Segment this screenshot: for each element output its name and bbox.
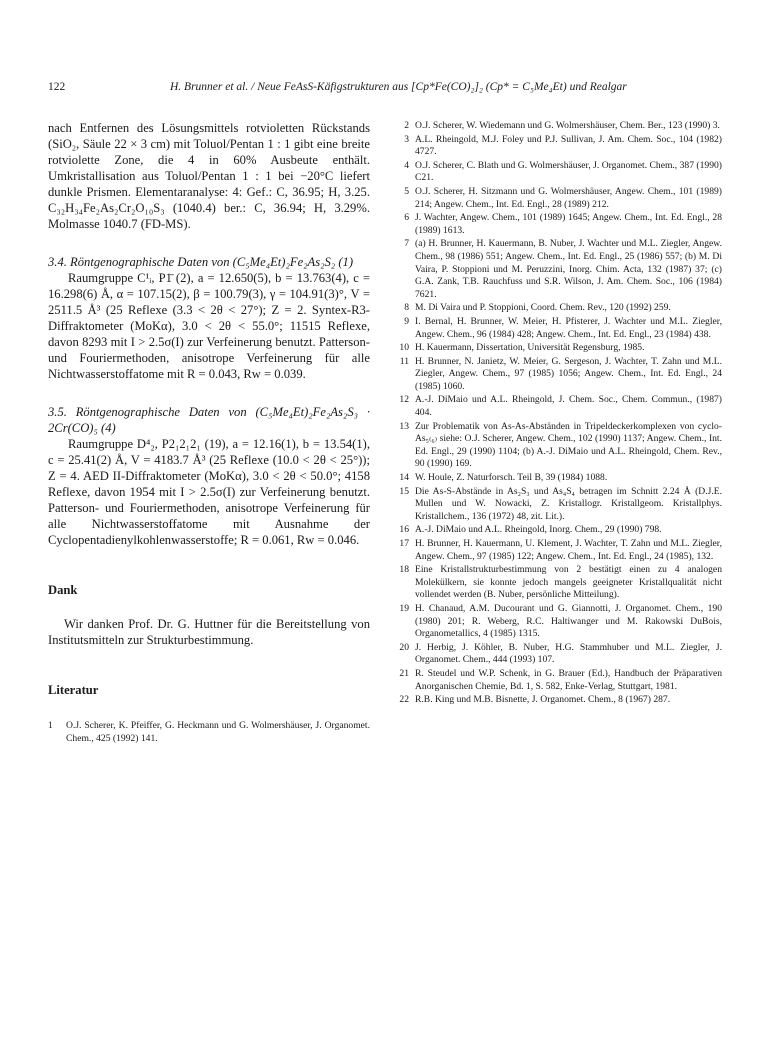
section-3-5-title: 3.5. Röntgenographische Daten von (C₅Me₄Et)₂Fe₂As₂S₃ · 2Cr(CO)₅ (4) (48, 405, 370, 435)
reference-item (391, 642, 722, 667)
reference-item (391, 472, 722, 485)
reference-text: R. Steudel und W.P. Schenk, in G. Brauer (Ed.), Handbuch der Präparativen Anorganischen Chemie, Bd. 1, S. 582, Enke-Verlag, Stuttgart, 1981. (415, 667, 722, 692)
reference-item (391, 120, 722, 133)
reference-number: 12 (399, 394, 409, 406)
reference-item (391, 186, 722, 211)
section-3-4-body: Raumgruppe C¹ᵢ, P1̄ (2), a = 12.650(5), b = 13.763(4), c = 16.298(6) Å, α = 107.15(2), β = 100.79(3), γ = 104.91(3)°, V = 2511.5 Å³ (25 Reflexe (3.3 < 2θ < 27°); Z = 2. Syntex-R3-Diffraktometer (MoKα), 3.0 < 2θ < 55.0°; 11515 Reflexe, davon 8293 mit I > 2.5σ(I) zur Verfeinerung benutzt. Patterson- und Fouriermethoden, anisotrope Verfeinerung für alle Nichtwasserstoffatome mit R = 0.043, Rw = 0.039. (48, 271, 370, 381)
reference-number: 2 (404, 120, 409, 131)
reference-text: I. Bernal, H. Brunner, W. Meier, H. Pfisterer, J. Wachter und M.L. Ziegler, Angew. Chem., 96 (1984) 428; Angew. Chem., Int. Ed. Engl., 23 (1984) 438. (415, 315, 722, 340)
reference-text: O.J. Scherer, H. Sitzmann und G. Wolmershäuser, Angew. Chem., 101 (1989) 214; Angew. Chem., Int. Ed. Engl., 28 (1989) 212. (415, 185, 722, 210)
reference-item (391, 421, 722, 471)
reference-number: 13 (399, 420, 409, 432)
reference-list-right (391, 120, 722, 708)
dank-heading: Dank (48, 583, 78, 597)
reference-number: 17 (399, 538, 409, 549)
reference-text: O.J. Scherer, K. Pfeiffer, G. Heckmann und G. Wolmershäuser, J. Organomet. Chem., 425 (1992) 141. (66, 720, 370, 744)
reference-number: 4 (404, 159, 409, 171)
reference-item (391, 524, 722, 537)
reference-text: (a) H. Brunner, H. Kauermann, B. Nuber, J. Wachter und M.L. Ziegler, Angew. Chem., 98 (1986) 551; Angew. Chem., Int. Ed. Engl., 25 (1986) 557; (b) M. Di Vaira, P. Stoppioni und M. Peruzzini, Inorg. Chim. Acta, 132 (1987) 37; (c) G.A. Zank, T.B. Rauchfuss und S.R. Wilson, J. Am. Chem. Soc., 106 (1984) 7621. (415, 238, 722, 300)
reference-text: H. Kauermann, Dissertation, Universität Regensburg, 1985. (415, 342, 645, 354)
reference-text: J. Wachter, Angew. Chem., 101 (1989) 1645; Angew. Chem., Int. Ed. Engl., 28 (1989) 1613. (415, 212, 722, 236)
reference-number: 15 (399, 485, 409, 497)
reference-number: 9 (404, 315, 409, 327)
reference-text: Zur Problematik von As-As-Abständen in Tripeldeckerkomplexen von cyclo-As₅₍₆₎ siehe: O.J. Scherer, Angew. Chem., 102 (1990) 1137; Angew. Chem., Int. Ed. Engl., 29 (1990) 1104; (b) A.-J. DiMaio und A.L. Rheingold, Chem. Rev., 90 (1990) 169. (415, 420, 722, 470)
reference-number: 8 (404, 302, 409, 314)
reference-text: H. Brunner, H. Kauermann, U. Klement, J. Wachter, T. Zahn und M.L. Ziegler, Angew. Chem., 97 (1985) 122; Angew. Chem., Int. Ed. Engl., 24 (1985), 132. (415, 538, 722, 562)
reference-item (391, 564, 722, 602)
reference-number: 5 (404, 185, 409, 197)
dank-body: Wir danken Prof. Dr. G. Huttner für die Bereitstellung von Institutsmitteln zur Strukturbestimmung. (48, 617, 370, 647)
reference-text: M. Di Vaira und P. Stoppioni, Coord. Chem. Rev., 120 (1992) 259. (415, 302, 671, 314)
reference-text: A.-J. DiMaio und A.L. Rheingold, J. Chem. Soc., Chem. Commun., (1987) 404. (415, 394, 722, 419)
reference-item (391, 486, 722, 524)
reference-text: O.J. Scherer, W. Wiedemann und G. Wolmershäuser, Chem. Ber., 123 (1990) 3. (415, 120, 720, 131)
reference-number: 22 (399, 694, 409, 706)
reference-text: O.J. Scherer, C. Blath und G. Wolmershäuser, J. Organomet. Chem., 387 (1990) C21. (415, 159, 722, 184)
reference-list-left (48, 720, 370, 745)
reference-item (48, 720, 370, 745)
reference-item (391, 694, 722, 707)
reference-item (391, 302, 722, 315)
reference-item (391, 212, 722, 237)
reference-number: 6 (404, 212, 409, 224)
reference-item (391, 538, 722, 563)
reference-number: 16 (399, 524, 409, 536)
reference-number: 18 (399, 564, 409, 576)
literatur-heading: Literatur (48, 683, 99, 697)
reference-text: J. Herbig, J. Köhler, B. Nuber, H.G. Stammhuber und M.L. Ziegler, J. Organomet. Chem., 444 (1993) 107. (415, 641, 722, 666)
reference-item (391, 316, 722, 341)
reference-text: H. Chanaud, A.M. Ducourant und G. Giannotti, J. Organomet. Chem., 190 (1980) 201; R. Weberg, R.C. Haltiwanger und M. Rakowski DuBois, Organometallics, 4 (1985) 1315. (415, 602, 722, 640)
reference-item (391, 356, 722, 394)
reference-number: 11 (399, 355, 409, 367)
left-column (48, 120, 370, 746)
reference-text: Die As-S-Abstände in As₂S₃ und As₄S₄ betragen im Schnitt 2.24 Å (D.J.E. Mullen und W. Nowacki, Z. Kristallogr. Kristallgeom. Kristallphys. Kristallchem., 136 (1972) 48, zit. Lit.). (415, 485, 722, 522)
reference-item (391, 668, 722, 693)
reference-text: W. Houle, Z. Naturforsch. Teil B, 39 (1984) 1088. (415, 472, 608, 484)
section-3-5-body: Raumgruppe D⁴₂, P2₁2₁2₁ (19), a = 12.16(1), b = 13.54(1), c = 25.41(2) Å, V = 4183.7 Å³ (25 Reflexe (10.0 < 2θ < 25°)); Z = 4. AED II-Diffraktometer (MoKα), 3.0 < 2θ < 50.0°; 4158 Reflexe, davon 1954 mit I > 2.5σ(I) zur Verfeinerung benutzt. Patterson- und Fouriermethoden, anisotrope Verfeinerung für alle Nichtwasserstoffatome mit Ausnahme der Cyclopentadienylkohlenwasserstoffe; R = 0.061, Rw = 0.046. (48, 437, 370, 547)
reference-text: R.B. King und M.B. Bisnette, J. Organomet. Chem., 8 (1967) 287. (415, 694, 671, 706)
reference-item (391, 160, 722, 185)
reference-number: 21 (399, 667, 409, 679)
reference-text: A.-J. DiMaio und A.L. Rheingold, Inorg. Chem., 29 (1990) 798. (415, 524, 662, 536)
intro-paragraph: nach Entfernen des Lösungsmittels rotvioletten Rückstands (SiO₂, Säule 22 × 3 cm) mit Toluol/Pentan 1 : 1 gibt eine breite rotviolette Zone, die 4 in 60% Ausbeute enthält. Umkristallisation aus Toluol/Pentan 1 : 1 bei −20°C liefert dunkle Prismen. Elementaranalyse: 4: Gef.: C, 36.95; H, 3.25. C₃₂H₃₄Fe₂As₂Cr₂O₁₀S₃ (1040.4) ber.: C, 36.94; H, 3.29%. Molmasse 1040.7 (FD-MS). (48, 121, 370, 231)
page-number: 122 (48, 81, 66, 93)
reference-number: 14 (399, 472, 409, 484)
reference-number: 7 (404, 238, 409, 250)
reference-item (391, 394, 722, 419)
reference-item (391, 134, 722, 159)
running-title: H. Brunner et al. / Neue FeAsS-Käfigstrukturen aus [Cp*Fe(CO)₂]₂ (Cp* = C₅Me₄Et) und Realgar (170, 81, 627, 93)
section-3-4-title: 3.4. Röntgenographische Daten von (C₅Me₄Et)₂Fe₂As₂S₂ (1) (48, 255, 354, 269)
reference-number: 1 (48, 720, 53, 731)
reference-text: Eine Kristallstrukturbestimmung von 2 bestätigt einen zu 4 analogen Molekülkern, sie konnte jedoch mangels geeigneter Kristallqualität nicht vollendet werden (B. Nuber, persönliche Mitteilung). (415, 564, 722, 601)
reference-item (391, 342, 722, 355)
reference-text: A.L. Rheingold, M.J. Foley und P.J. Sullivan, J. Am. Chem. Soc., 104 (1982) 4727. (415, 133, 722, 158)
reference-item (391, 238, 722, 301)
reference-text: H. Brunner, N. Janietz, W. Meier, G. Sergeson, J. Wachter, T. Zahn und M.L. Ziegler, Angew. Chem., 97 (1985) 1056; Angew. Chem., Int. Ed. Engl., 24 (1985) 1060. (415, 355, 722, 392)
reference-item (391, 603, 722, 641)
reference-number: 19 (399, 602, 409, 614)
reference-number: 20 (399, 641, 409, 653)
reference-number: 3 (404, 133, 409, 145)
reference-number: 10 (399, 342, 409, 354)
